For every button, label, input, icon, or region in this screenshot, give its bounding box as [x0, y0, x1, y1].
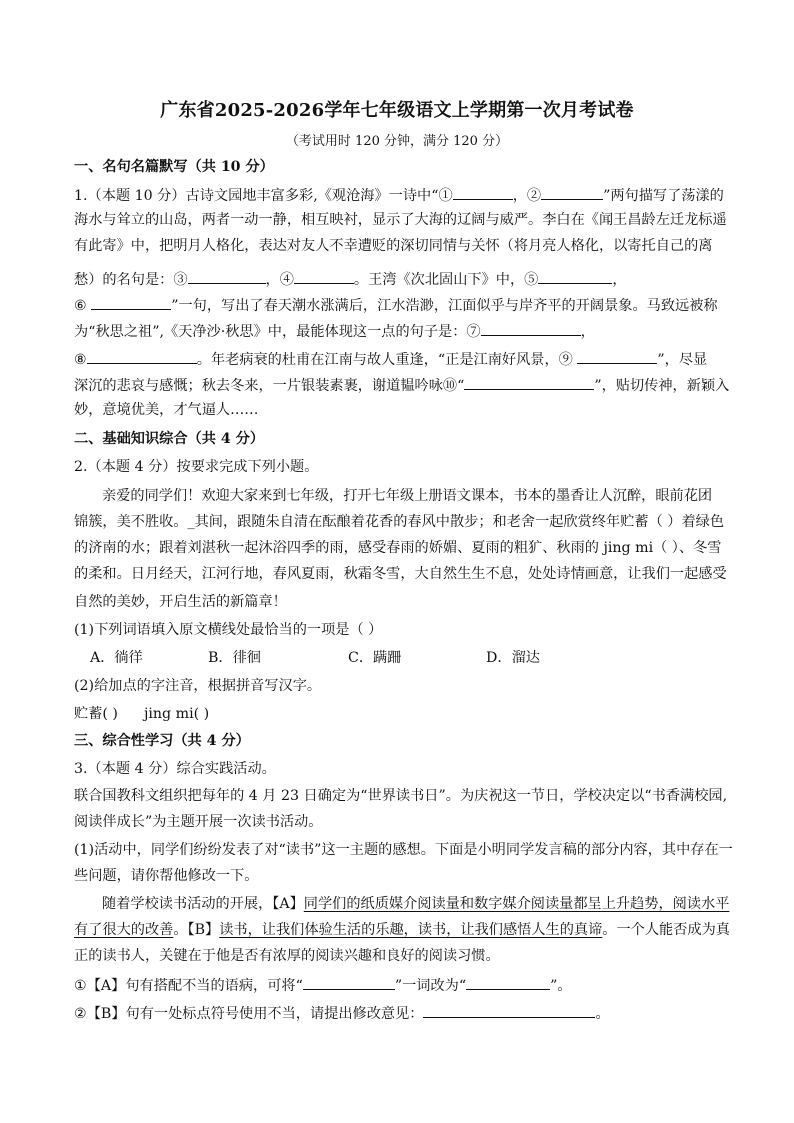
q2-sub2: (2)给加点的字注音，根据拼音写汉字。	[74, 678, 322, 694]
answer-blank-8[interactable]	[87, 348, 197, 364]
section2-heading: 二、基础知识综合（共 4 分）	[74, 431, 265, 447]
q2-passage-line3: 的济南的水；跟着刘湛秋一起沐浴四季的雨，感受春雨的娇媚、夏雨的粗犷、秋雨的 jing mi（ ）、冬雪	[74, 540, 722, 556]
q1-text: ，④	[265, 272, 294, 288]
answer-blank-3[interactable]	[188, 268, 266, 284]
q1-text: ⑧	[74, 352, 87, 368]
q2-intro: 2.（本题 4 分）按要求完成下列小题。	[74, 459, 319, 475]
question-text: 。	[595, 1006, 610, 1022]
q1-text: ，	[580, 324, 595, 340]
q3-question-b	[74, 1002, 724, 1024]
q1-line8	[74, 374, 730, 396]
sentence-a-underlined: 同学们的纸质媒介阅读量和数字媒介阅读量都呈上升趋势，阅读水平	[303, 896, 730, 912]
answer-blank-a1[interactable]	[303, 974, 395, 990]
q2-options	[90, 648, 740, 668]
option-a[interactable]: A．徜徉	[90, 650, 143, 666]
page-title: 广东省2025-2026学年七年级语文上学期第一次月考试卷	[160, 100, 634, 121]
q1-text: ”一句，写出了春天潮水涨满后，江水浩渺，江面似乎与岸齐平的开阔景象。马致远被称	[171, 298, 718, 314]
q1-line2: 海水与耸立的山岛，两者一动一静，相互映衬，显示了大海的辽阔与威严。李白在《闻王昌龄左迁龙标遥	[74, 212, 727, 228]
page-subtitle: （考试用时 120 分钟，满分 120 分）	[285, 134, 509, 149]
q2-passage-line4: 的柔和。日月经天，江河行地，春风夏雨，秋霜冬雪，大自然生生不息，处处诗情画意，让我们一起感受	[74, 566, 727, 582]
option-c[interactable]: C．蹒跚	[348, 650, 402, 666]
q1-text: ，②	[512, 188, 542, 204]
q1-text: ，	[612, 272, 627, 288]
sentence-b-underlined: 读书，让我们体验生活的乐趣，读书，让我们感悟人生的真谛	[219, 922, 603, 938]
answer-blank-2[interactable]	[541, 184, 603, 200]
q3-passage-line1: 联合国教科文组织把每年的 4 月 23 日确定为“世界读书日”。为庆祝这一节日，学校决定以“书香满校园,	[74, 788, 728, 804]
answer-blank-10[interactable]	[464, 374, 594, 390]
pinyin-answer-b[interactable]: jing mi( )	[143, 706, 210, 722]
q1-text: 深沉的悲哀与感慨；秋去冬来，一片银装素裹，谢道韫吟咏⑩“	[74, 378, 465, 394]
q1-text: 。王湾《次北固山下》中，⑤	[353, 272, 539, 288]
q3-intro: 3.（本题 4 分）综合实践活动。	[74, 761, 276, 777]
question-text: ”。	[550, 978, 572, 994]
option-d[interactable]: D．溜达	[486, 650, 540, 666]
section3-heading: 三、综合性学习（共 4 分）	[74, 733, 250, 749]
answer-blank-1[interactable]	[453, 184, 513, 200]
speech-text: 。【B】	[173, 922, 220, 938]
q1-line4-content	[74, 268, 724, 290]
q1-line6	[74, 320, 724, 342]
answer-blank-5[interactable]	[538, 268, 612, 284]
q1-text: 1.（本题 10 分）古诗文园地丰富多彩,《观沧海》一诗中“①	[74, 188, 453, 204]
answer-blank-9[interactable]	[577, 348, 657, 364]
q3-sub1-line2: 些问题，请你帮他修改一下。	[74, 868, 259, 884]
section1-heading: 一、名句名篇默写（共 10 分）	[74, 159, 274, 175]
q1-line1	[74, 184, 724, 206]
q1-text: ⑥	[74, 298, 92, 314]
q3-question-a	[74, 974, 724, 996]
q1-line7	[74, 348, 724, 370]
q3-sub1-line1: (1)活动中，同学们纷纷发表了对“读书”这一主题的感想。下面是小明同学发言稿的部分内容，其中存在一	[74, 842, 733, 858]
answer-blank-4[interactable]	[294, 268, 354, 284]
q2-passage-line1: 亲爱的同学们！欢迎大家来到七年级，打开七年级上册语文课本，书本的墨香让人沉醉，眼前花团	[102, 488, 713, 504]
q1-text: ”，贴切传神，新颖入	[594, 378, 730, 394]
q1-text: ”两句描写了荡漾的	[603, 188, 724, 204]
sentence-a-underlined-cont: 有了很大的改善	[74, 922, 174, 938]
q1-line5	[74, 294, 724, 316]
answer-blank-7[interactable]	[481, 320, 581, 336]
question-text: ”一词改为“	[394, 978, 467, 994]
q1-text: 为“秋思之祖”,《天净沙·秋思》中，最能体现这一点的句子是：⑦	[74, 324, 481, 340]
answer-blank-6[interactable]	[91, 294, 171, 310]
question-text: ②【B】句有一处标点符号使用不当，请提出修改意见：	[74, 1006, 424, 1022]
q1-line3: 有此寄》中，把明月人格化，表达对友人不幸遭贬的深切同情与关怀（将月亮人格化，以寄托自己的离	[74, 238, 713, 254]
q3-speech-line2	[74, 920, 730, 940]
q2-passage-line5: 自然的美妙，开启生活的新篇章！	[74, 594, 287, 610]
answer-blank-b[interactable]	[423, 1002, 595, 1018]
q3-speech-line1	[102, 894, 752, 914]
answer-blank-a2[interactable]	[466, 974, 550, 990]
q1-text: ”，尽显	[657, 352, 708, 368]
speech-text: 。一个人能否成为真	[602, 922, 730, 938]
q1-text: 愁）的名句是：③	[74, 272, 188, 288]
q3-passage-line2: 阅读伴成长”为主题开展一次读书活动。	[74, 814, 323, 830]
q3-speech-line3: 正的读书人，关键在于他是否有浓厚的阅读兴趣和良好的阅读习惯。	[74, 948, 500, 964]
speech-text: 随着学校读书活动的开展，【A】	[102, 896, 304, 912]
q2-passage-line2: 锦簇，美不胜收。_其间，跟随朱自清在酝酿着花香的春风中散步；和老舍一起欣赏终年贮蓄（ ）着绿色	[74, 514, 725, 530]
q1-text: 。年老病衰的杜甫在江南与故人重逢，“正是江南好风景，⑨	[196, 352, 578, 368]
q1-line9: 妙，意境优美，才气逼人……	[74, 402, 259, 418]
q2-answer-line	[74, 704, 724, 724]
option-b[interactable]: B．徘徊	[208, 650, 261, 666]
q2-sub1: (1)下列词语填入原文横线处最恰当的一项是（ ）	[74, 622, 383, 638]
pinyin-answer-a[interactable]: 贮蓄( )	[74, 706, 118, 722]
question-text: ①【A】句有搭配不当的语病，可将“	[74, 978, 303, 994]
